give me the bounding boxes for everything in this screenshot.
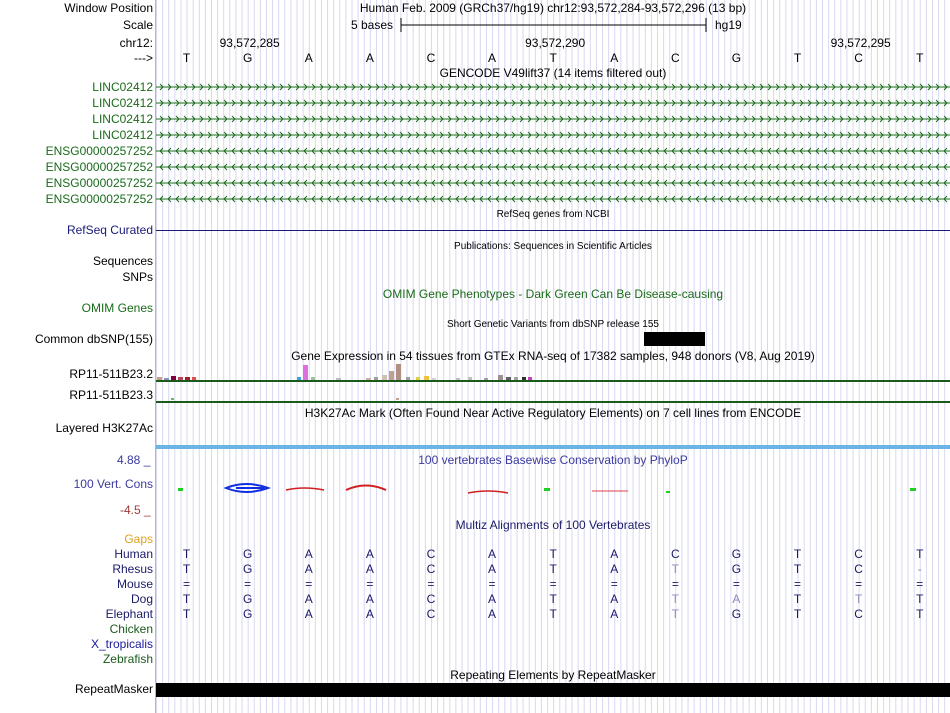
alignment-base: T bbox=[182, 592, 191, 606]
window-position-label: Window Position bbox=[64, 1, 153, 15]
alignment-base: G bbox=[731, 547, 742, 561]
alignment-base: A bbox=[610, 547, 619, 561]
alignment-base: T bbox=[793, 547, 802, 561]
alignment-base: G bbox=[731, 607, 742, 621]
omim-genes-label[interactable]: OMIM Genes bbox=[81, 301, 153, 315]
alignment-base: C bbox=[854, 607, 863, 621]
multiz-species-label[interactable]: X_tropicalis bbox=[90, 637, 153, 651]
sequences-label[interactable]: Sequences bbox=[92, 254, 153, 268]
alignment-base: A bbox=[488, 592, 497, 606]
alignment-base: A bbox=[488, 562, 497, 576]
sequence-base: T bbox=[793, 51, 802, 65]
alignment-base: = bbox=[732, 577, 740, 591]
phylop-min-label: -4.5 _ bbox=[120, 503, 151, 517]
dbsnp-variant-block[interactable] bbox=[644, 332, 705, 346]
alignment-base: - bbox=[917, 562, 922, 576]
alignment-base: = bbox=[244, 577, 252, 591]
sequence-base: C bbox=[426, 51, 436, 65]
publications-track-title: Publications: Sequences in Scientific Articles bbox=[454, 241, 652, 252]
scale-db: hg19 bbox=[715, 18, 742, 32]
multiz-species-label[interactable]: Dog bbox=[130, 592, 153, 606]
multiz-species-label[interactable]: Elephant bbox=[105, 607, 153, 621]
position-label: 93,572,285 bbox=[219, 36, 280, 50]
gencode-item-label[interactable]: ENSG00000257252 bbox=[45, 176, 153, 190]
gencode-track-title: GENCODE V49lift37 (14 items filtered out) bbox=[439, 66, 667, 80]
phylop-max-label: 4.88 _ bbox=[117, 453, 151, 467]
alignment-base: = bbox=[610, 577, 618, 591]
gaps-label: Gaps bbox=[124, 532, 153, 546]
alignment-base: A bbox=[304, 562, 313, 576]
alignment-base: = bbox=[916, 577, 924, 591]
gencode-transcript-line[interactable] bbox=[156, 130, 950, 140]
alignment-base: C bbox=[426, 592, 436, 606]
alignment-base: T bbox=[549, 607, 557, 621]
snps-label[interactable]: SNPs bbox=[122, 270, 153, 284]
gencode-transcript-line[interactable] bbox=[156, 162, 950, 172]
alignment-base: T bbox=[916, 592, 924, 606]
dbsnp-track-title: Short Genetic Variants from dbSNP release 155 bbox=[447, 319, 659, 330]
repeatmasker-label[interactable]: RepeatMasker bbox=[74, 682, 153, 696]
chrom-label: chr12: bbox=[119, 36, 153, 50]
sequence-base: A bbox=[304, 51, 313, 65]
alignment-base: A bbox=[304, 547, 313, 561]
alignment-base: = bbox=[183, 577, 191, 591]
alignment-base: T bbox=[916, 607, 924, 621]
alignment-base: A bbox=[365, 547, 374, 561]
multiz-track-title: Multiz Alignments of 100 Vertebrates bbox=[455, 518, 651, 532]
strand-label: ---> bbox=[134, 51, 153, 65]
alignment-base: C bbox=[854, 547, 863, 561]
gencode-item-label[interactable]: ENSG00000257252 bbox=[45, 160, 153, 174]
alignment-base: T bbox=[793, 607, 802, 621]
alignment-base: = bbox=[366, 577, 374, 591]
alignment-base: T bbox=[854, 592, 863, 606]
alignment-base: = bbox=[427, 577, 435, 591]
alignment-base: A bbox=[365, 562, 374, 576]
multiz-species-label[interactable]: Chicken bbox=[109, 622, 153, 636]
gencode-transcript-line[interactable] bbox=[156, 146, 950, 156]
refseq-track-title: RefSeq genes from NCBI bbox=[496, 209, 610, 220]
alignment-base: T bbox=[793, 562, 802, 576]
alignment-base: G bbox=[242, 607, 253, 621]
alignment-base: T bbox=[549, 562, 557, 576]
multiz-species-label[interactable]: Zebrafish bbox=[102, 652, 153, 666]
alignment-base: A bbox=[304, 592, 313, 606]
gencode-item-label[interactable]: LINC02412 bbox=[92, 128, 153, 142]
alignment-base: A bbox=[610, 592, 619, 606]
common-dbsnp-label[interactable]: Common dbSNP(155) bbox=[34, 332, 153, 346]
alignment-base: T bbox=[182, 562, 191, 576]
alignment-base: A bbox=[732, 592, 741, 606]
scale-label: Scale bbox=[122, 18, 153, 32]
sequence-base: A bbox=[488, 51, 497, 65]
multiz-species-label[interactable]: Rhesus bbox=[112, 562, 153, 576]
phylop-label[interactable]: 100 Vert. Cons bbox=[73, 477, 153, 491]
gtex-track-title: Gene Expression in 54 tissues from GTEx RNA-seq of 17382 samples, 948 donors (V8, Aug 2019) bbox=[291, 349, 815, 363]
sequence-base: G bbox=[242, 51, 253, 65]
gencode-item-label[interactable]: LINC02412 bbox=[92, 96, 153, 110]
alignment-base: T bbox=[549, 592, 557, 606]
alignment-base: G bbox=[731, 562, 742, 576]
alignment-base: T bbox=[793, 592, 802, 606]
alignment-base: T bbox=[671, 607, 680, 621]
sequence-base: C bbox=[671, 51, 680, 65]
layered-h3k27ac-label[interactable]: Layered H3K27Ac bbox=[55, 421, 153, 435]
alignment-base: A bbox=[488, 547, 497, 561]
refseq-curated-track[interactable] bbox=[156, 229, 950, 231]
omim-track-title: OMIM Gene Phenotypes - Dark Green Can Be Disease-causing bbox=[382, 287, 724, 301]
h3k27ac-signal[interactable] bbox=[156, 445, 950, 449]
alignment-base: G bbox=[242, 592, 253, 606]
alignment-base: G bbox=[242, 547, 253, 561]
scale-text: 5 bases bbox=[351, 18, 394, 32]
h3k27ac-track-title: H3K27Ac Mark (Often Found Near Active Regulatory Elements) on 7 cell lines from ENCODE bbox=[304, 406, 802, 420]
gencode-item-label[interactable]: ENSG00000257252 bbox=[45, 192, 153, 206]
gtex-gene-label-1[interactable]: RP11-511B23.2 bbox=[69, 367, 153, 381]
gencode-item-label[interactable]: ENSG00000257252 bbox=[45, 144, 153, 158]
sequence-base: A bbox=[365, 51, 374, 65]
repeatmasker-block[interactable] bbox=[156, 683, 950, 697]
position-label: 93,572,295 bbox=[830, 36, 891, 50]
alignment-base: T bbox=[182, 547, 191, 561]
alignment-base: = bbox=[488, 577, 496, 591]
alignment-base: = bbox=[549, 577, 557, 591]
sequence-base: T bbox=[549, 51, 557, 65]
gtex-expression-bars[interactable] bbox=[156, 362, 950, 404]
multiz-species-label[interactable]: Mouse bbox=[116, 577, 153, 591]
gtex-gene-label-2[interactable]: RP11-511B23.3 bbox=[69, 388, 153, 402]
alignment-base: A bbox=[610, 562, 619, 576]
position-label: 93,572,290 bbox=[525, 36, 586, 50]
gencode-item-label[interactable]: LINC02412 bbox=[92, 80, 153, 94]
sequence-base: T bbox=[182, 51, 191, 65]
sequence-base: C bbox=[854, 51, 863, 65]
alignment-base: T bbox=[671, 592, 680, 606]
gencode-transcript-line[interactable] bbox=[156, 82, 950, 92]
alignment-base: T bbox=[671, 562, 680, 576]
alignment-base: A bbox=[304, 607, 313, 621]
gencode-item-label[interactable]: LINC02412 bbox=[92, 112, 153, 126]
alignment-base: G bbox=[242, 562, 253, 576]
alignment-base: = bbox=[794, 577, 802, 591]
alignment-base: = bbox=[855, 577, 863, 591]
phylop-track-title: 100 vertebrates Basewise Conservation by PhyloP bbox=[418, 453, 688, 467]
alignment-base: A bbox=[610, 607, 619, 621]
alignment-base: A bbox=[365, 592, 374, 606]
gencode-transcript-line[interactable] bbox=[156, 114, 950, 124]
alignment-base: C bbox=[426, 607, 436, 621]
sequence-base: G bbox=[731, 51, 742, 65]
multiz-species-label[interactable]: Human bbox=[114, 547, 153, 561]
alignment-base: A bbox=[365, 607, 374, 621]
scale-bar bbox=[399, 17, 709, 33]
alignment-base: C bbox=[854, 562, 863, 576]
sequence-base: T bbox=[916, 51, 924, 65]
gencode-transcript-line[interactable] bbox=[156, 98, 950, 108]
sequence-base: A bbox=[610, 51, 619, 65]
alignment-base: A bbox=[488, 607, 497, 621]
gencode-transcript-line[interactable] bbox=[156, 178, 950, 188]
alignment-base: = bbox=[671, 577, 679, 591]
phylop-conservation-plot[interactable] bbox=[156, 478, 950, 500]
alignment-base: C bbox=[426, 562, 436, 576]
alignment-base: T bbox=[182, 607, 191, 621]
gencode-transcript-line[interactable] bbox=[156, 194, 950, 204]
alignment-base: C bbox=[426, 547, 436, 561]
alignment-base: = bbox=[305, 577, 313, 591]
refseq-curated-label[interactable]: RefSeq Curated bbox=[66, 223, 153, 237]
alignment-base: T bbox=[916, 547, 924, 561]
alignment-base: T bbox=[549, 547, 557, 561]
alignment-base: C bbox=[671, 547, 680, 561]
window-position-value: Human Feb. 2009 (GRCh37/hg19) chr12:93,572,284-93,572,296 (13 bp) bbox=[359, 1, 747, 15]
repeatmasker-track-title: Repeating Elements by RepeatMasker bbox=[450, 668, 656, 682]
